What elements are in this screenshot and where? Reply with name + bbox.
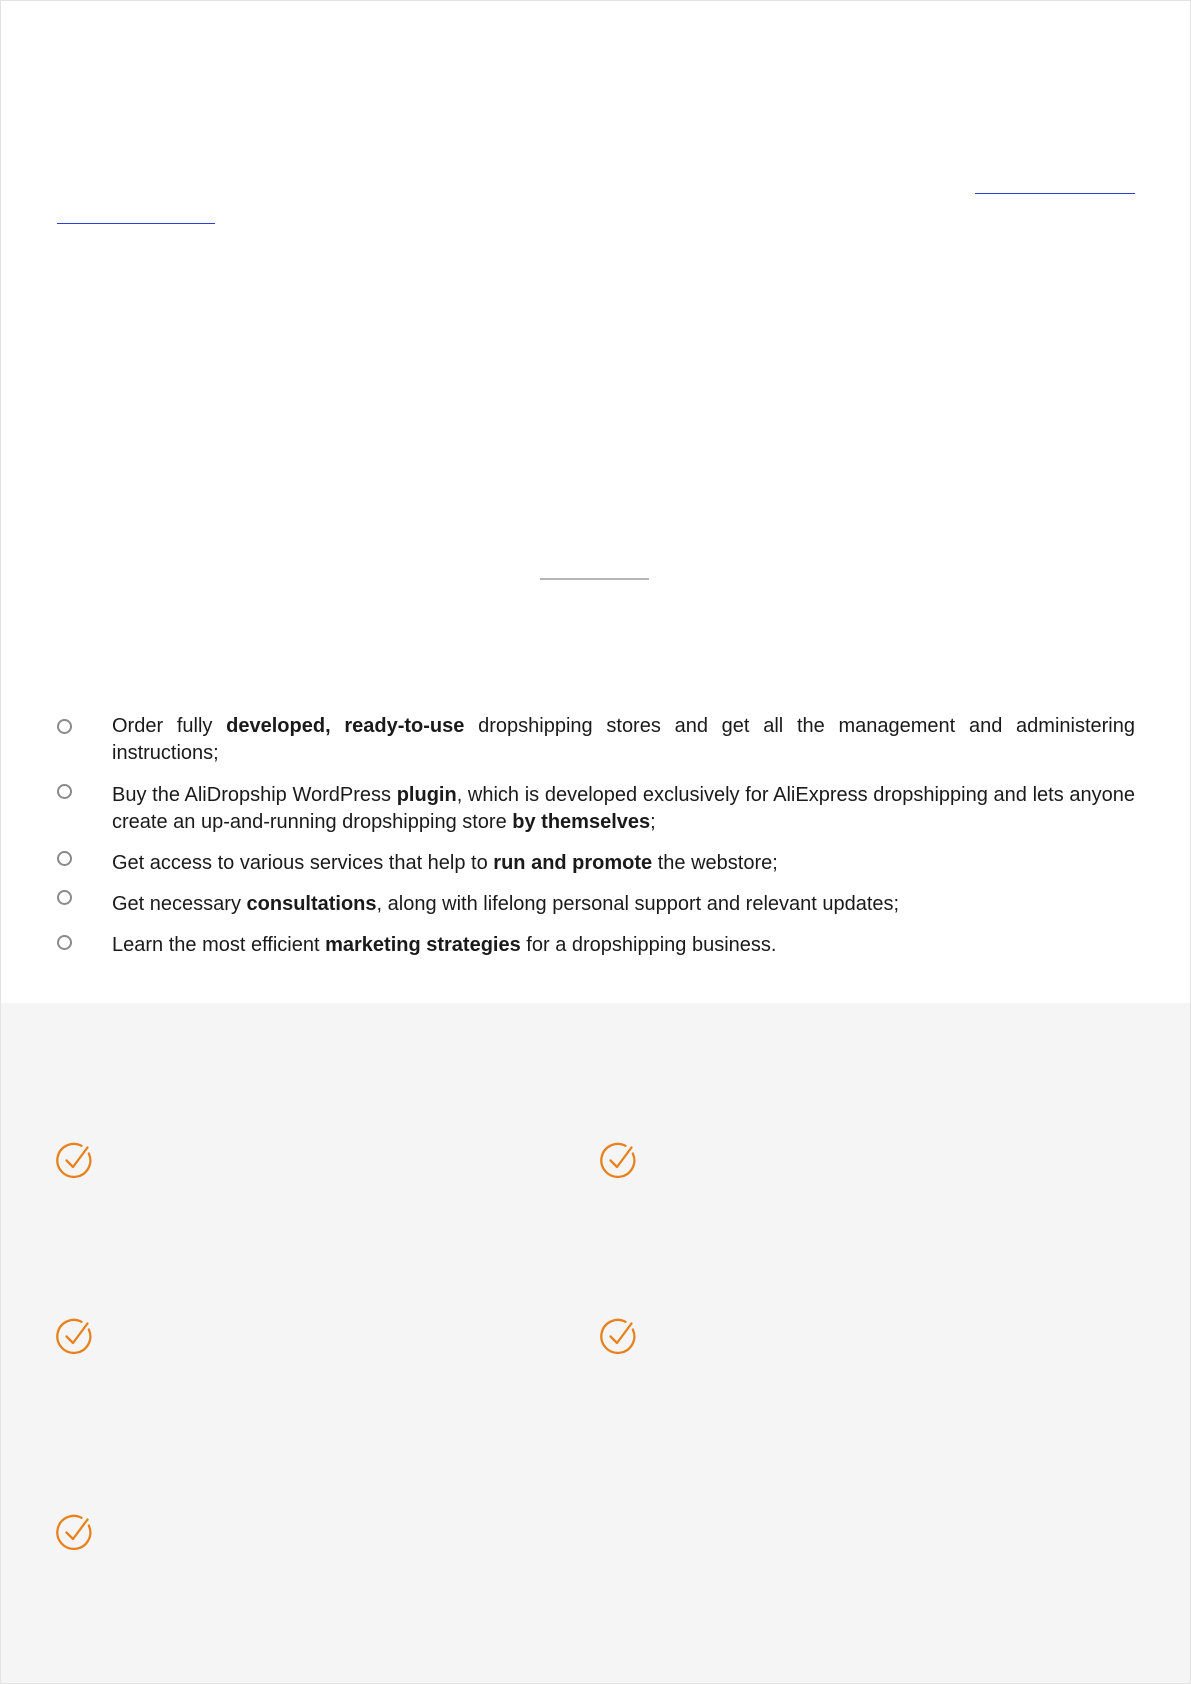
list-item-text: Get access to various services that help to run and promote the webstore;: [112, 852, 778, 874]
list-item-text: Get necessary consultations, along with lifelong personal support and relevant updates;: [112, 893, 900, 915]
hyperlink-underline-1[interactable]: [975, 193, 1135, 194]
check-circle-icon: [56, 1142, 94, 1180]
list-item-text: Learn the most efficient marketing strategies for a dropshipping business.: [112, 934, 777, 956]
check-circle-icon: [56, 1514, 94, 1552]
check-circle-icon: [600, 1142, 638, 1180]
bullet-circle-icon: [57, 935, 72, 950]
hyperlink-underline-2[interactable]: [57, 223, 215, 224]
benefits-section: [1, 1003, 1190, 1683]
check-circle-icon: [600, 1318, 638, 1356]
bullet-circle-icon: [57, 851, 72, 866]
list-item: [56, 713, 1135, 767]
list-item: [56, 891, 1135, 918]
list-item: [56, 850, 1135, 877]
bullet-circle-icon: [57, 784, 72, 799]
list-item: [56, 782, 1135, 836]
bullet-circle-icon: [57, 890, 72, 905]
services-list: [56, 713, 1135, 959]
section-divider: [540, 578, 649, 580]
list-item-text: Buy the AliDropship WordPress plugin, which is developed exclusively for AliExpress dropshipping and lets anyone create an up-and-running dropshipping store by themselves;: [112, 784, 1135, 833]
list-item-text: Order fully developed, ready-to-use dropshipping stores and get all the management and administering instructions;: [112, 715, 1135, 764]
list-item: [56, 932, 1135, 959]
bullet-circle-icon: [57, 719, 72, 734]
check-circle-icon: [56, 1318, 94, 1356]
